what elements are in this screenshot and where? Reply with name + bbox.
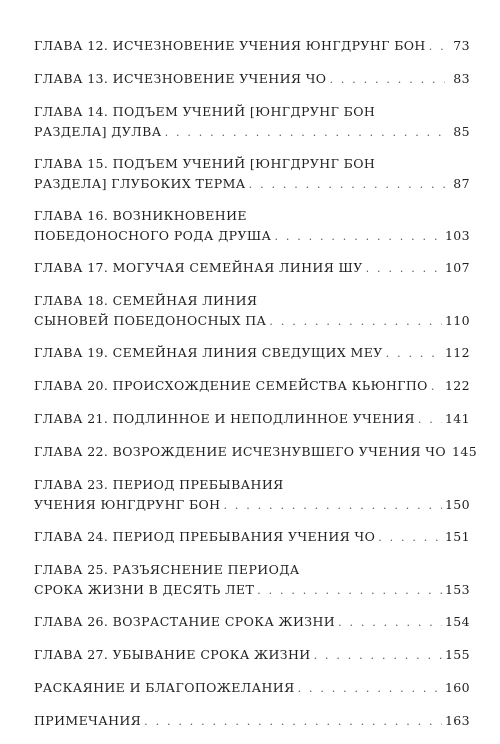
toc-entry-line-row <box>34 612 470 632</box>
toc-entry-line-row <box>34 174 470 194</box>
toc-entry[interactable] <box>34 36 470 56</box>
toc-entry-page-number: 153 <box>444 582 470 597</box>
toc-entry-page-number: 160 <box>444 680 470 695</box>
dot-leader <box>165 123 445 143</box>
table-of-contents <box>34 36 478 744</box>
toc-entry[interactable] <box>34 527 470 547</box>
toc-entry-line-row <box>34 122 470 142</box>
toc-entry-line-row <box>34 376 470 396</box>
toc-entry-line-row <box>34 495 470 515</box>
toc-entry-title: ПОБЕДОНОСНОГО РОДА ДРУША <box>34 228 272 243</box>
toc-entry-line-row <box>34 69 470 89</box>
toc-entry[interactable] <box>34 154 470 194</box>
toc-entry-page-number: 155 <box>444 647 470 662</box>
dot-leader <box>298 679 442 699</box>
toc-entry-title: СРОКА ЖИЗНИ В ДЕСЯТЬ ЛЕТ <box>34 582 255 597</box>
toc-entry-title: ГЛАВА 24. ПЕРИОД ПРЕБЫВАНИЯ УЧЕНИЯ ЧО <box>34 529 376 544</box>
toc-entry[interactable] <box>34 711 470 731</box>
toc-entry-line-row <box>34 678 470 698</box>
toc-entry[interactable] <box>34 376 470 396</box>
dot-leader <box>338 613 442 633</box>
toc-entry-title: ГЛАВА 19. СЕМЕЙНАЯ ЛИНИЯ СВЕДУЩИХ МЕУ <box>34 345 383 360</box>
toc-entry-title: РАЗДЕЛА] ГЛУБОКИХ ТЕРМА <box>34 176 246 191</box>
toc-entry-title: РАЗДЕЛА] ДУЛВА <box>34 124 162 139</box>
toc-entry-title: ГЛАВА 25. РАЗЪЯСНЕНИЕ ПЕРИОДА <box>34 562 300 577</box>
dot-leader <box>378 528 442 548</box>
dot-leader <box>314 646 442 666</box>
dot-leader <box>274 227 442 247</box>
dot-leader <box>429 37 445 57</box>
toc-entry-line-row <box>34 580 470 600</box>
toc-entry[interactable] <box>34 291 470 331</box>
toc-entry-title: ГЛАВА 14. ПОДЪЕМ УЧЕНИЙ [ЮНГДРУНГ БОН <box>34 104 376 119</box>
toc-entry-page-number: 163 <box>444 713 470 728</box>
toc-entry[interactable] <box>34 206 470 246</box>
dot-leader <box>431 377 442 397</box>
toc-entry-page-number: 87 <box>453 176 470 191</box>
toc-entry-line-row <box>34 291 470 311</box>
toc-entry-page-number: 145 <box>452 444 478 459</box>
toc-entry[interactable] <box>34 645 470 665</box>
toc-entry[interactable] <box>34 69 470 89</box>
toc-entry-line-row <box>34 206 470 226</box>
toc-entry[interactable] <box>34 409 470 429</box>
toc-entry-page-number: 103 <box>444 228 470 243</box>
toc-entry-title: ГЛАВА 15. ПОДЪЕМ УЧЕНИЙ [ЮНГДРУНГ БОН <box>34 156 376 171</box>
toc-entry-title: ГЛАВА 21. ПОДЛИННОЕ И НЕПОДЛИННОЕ УЧЕНИЯ <box>34 411 415 426</box>
toc-entry-line-row <box>34 154 470 174</box>
toc-entry-title: ГЛАВА 16. ВОЗНИКНОВЕНИЕ <box>34 208 247 223</box>
toc-entry-page-number: 110 <box>444 313 470 328</box>
toc-entry-page-number: 141 <box>444 411 470 426</box>
toc-entry-title: ГЛАВА 27. УБЫВАНИЕ СРОКА ЖИЗНИ <box>34 647 311 662</box>
toc-entry-line-row <box>34 645 470 665</box>
toc-entry-page-number: 83 <box>453 71 470 86</box>
toc-entry-page-number: 151 <box>444 529 470 544</box>
toc-entry-page-number: 112 <box>444 345 470 360</box>
toc-entry-page-number: 154 <box>444 614 470 629</box>
toc-entry-title: РАСКАЯНИЕ И БЛАГОПОЖЕЛАНИЯ <box>34 680 295 695</box>
toc-entry-title: ГЛАВА 23. ПЕРИОД ПРЕБЫВАНИЯ <box>34 477 284 492</box>
toc-entry[interactable] <box>34 442 478 462</box>
toc-entry-page-number: 107 <box>444 260 470 275</box>
toc-entry-page-number: 150 <box>444 497 470 512</box>
toc-entry-line-row <box>34 409 470 429</box>
toc-entry[interactable] <box>34 258 470 278</box>
dot-leader <box>257 581 442 601</box>
toc-entry-title: ГЛАВА 26. ВОЗРАСТАНИЕ СРОКА ЖИЗНИ <box>34 614 336 629</box>
toc-entry-line-row <box>34 226 470 246</box>
toc-entry-title: ГЛАВА 13. ИСЧЕЗНОВЕНИЕ УЧЕНИЯ ЧО <box>34 71 327 86</box>
toc-entry[interactable] <box>34 343 470 363</box>
toc-entry-page-number: 122 <box>444 378 470 393</box>
dot-leader <box>366 259 442 279</box>
toc-entry-line-row <box>34 258 470 278</box>
toc-entry-line-row <box>34 475 470 495</box>
dot-leader <box>386 344 442 364</box>
toc-entry-line-row <box>34 442 478 462</box>
toc-entry-title: ГЛАВА 20. ПРОИСХОЖДЕНИЕ СЕМЕЙСТВА КЬЮНГПО <box>34 378 428 393</box>
toc-entry[interactable] <box>34 475 470 515</box>
toc-entry-title: ПРИМЕЧАНИЯ <box>34 713 142 728</box>
dot-leader <box>329 70 445 90</box>
dot-leader <box>269 312 442 332</box>
toc-entry-title: СЫНОВЕЙ ПОБЕДОНОСНЫХ ПА <box>34 313 267 328</box>
dot-leader <box>144 712 442 732</box>
dot-leader <box>223 496 441 516</box>
toc-entry-title: ГЛАВА 22. ВОЗРОЖДЕНИЕ ИСЧЕЗНУВШЕГО УЧЕНИЯ ЧО <box>34 444 447 459</box>
toc-entry-line-row <box>34 36 470 56</box>
toc-entry-line-row <box>34 311 470 331</box>
toc-entry-title: ГЛАВА 18. СЕМЕЙНАЯ ЛИНИЯ <box>34 293 258 308</box>
toc-entry-line-row <box>34 343 470 363</box>
toc-entry-page-number: 73 <box>453 38 470 53</box>
toc-entry-line-row <box>34 560 470 580</box>
toc-entry-title: ГЛАВА 12. ИСЧЕЗНОВЕНИЕ УЧЕНИЯ ЮНГДРУНГ БОН <box>34 38 426 53</box>
toc-entry-line-row <box>34 711 470 731</box>
toc-entry-title: УЧЕНИЯ ЮНГДРУНГ БОН <box>34 497 221 512</box>
toc-entry[interactable] <box>34 678 470 698</box>
toc-entry-line-row <box>34 102 470 122</box>
toc-entry[interactable] <box>34 560 470 600</box>
dot-leader <box>249 175 445 195</box>
toc-entry-line-row <box>34 527 470 547</box>
toc-entry-title: ГЛАВА 17. МОГУЧАЯ СЕМЕЙНАЯ ЛИНИЯ ШУ <box>34 260 363 275</box>
toc-entry[interactable] <box>34 612 470 632</box>
dot-leader <box>418 410 442 430</box>
toc-entry-page-number: 85 <box>453 124 470 139</box>
toc-entry[interactable] <box>34 102 470 142</box>
